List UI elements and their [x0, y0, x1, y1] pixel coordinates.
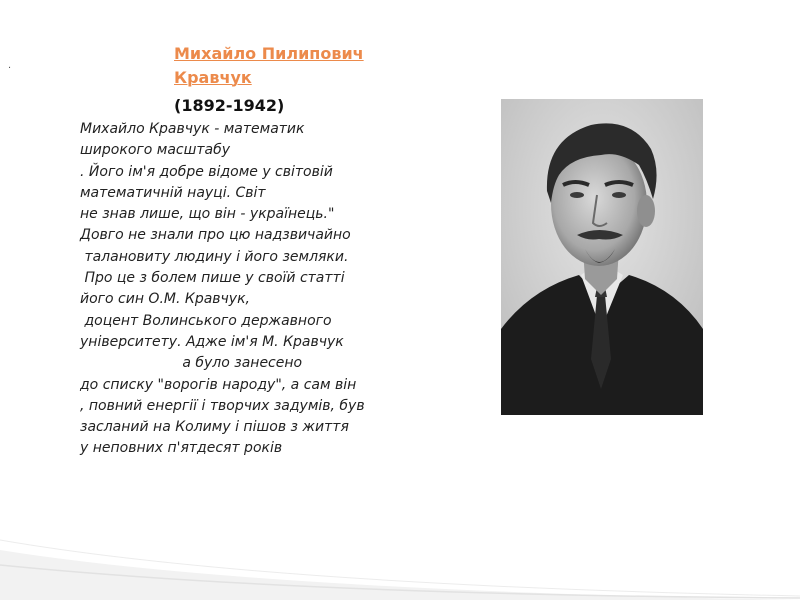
biography-line: не знав лише, що він - українець." — [80, 206, 335, 223]
biography-line: Довго не знали про цю надзвичайно — [80, 227, 351, 244]
biography-line: широкого масштабу — [80, 142, 231, 159]
biography-line: засланий на Колиму і пішов з життя — [80, 419, 349, 436]
biography-line: університету. Адже ім'я М. Кравчук — [80, 333, 344, 350]
biography-text — [80, 119, 410, 460]
title-years: (1892-1942) — [174, 96, 285, 115]
biography-line: , повний енергії і творчих задумів, був — [80, 397, 365, 414]
biography-line: математичній науці. Світ — [80, 184, 266, 201]
title-name-line2[interactable]: Кравчук — [174, 68, 252, 87]
decorative-swoosh — [0, 510, 800, 600]
biography-line: Михайло Кравчук - математик — [80, 121, 305, 137]
biography-line: Про це з болем пише у своїй статті — [80, 270, 345, 287]
biography-line: а було занесено — [80, 355, 303, 372]
portrait-image — [501, 99, 703, 415]
biography-line: талановиту людину і його земляки. — [80, 248, 349, 265]
biography-line: до списку "ворогів народу", а сам він — [80, 376, 357, 393]
biography-line: його син О.М. Кравчук, — [80, 291, 251, 308]
portrait-photo — [501, 99, 703, 415]
biography-line: у неповних п'ятдесят років — [80, 440, 283, 457]
title-block — [174, 42, 364, 118]
stray-dot: . — [8, 59, 12, 71]
biography-line: . Його ім'я добре відоме у світовій — [80, 163, 333, 180]
biography-line: доцент Волинського державного — [80, 312, 332, 329]
title-name-line1[interactable]: Михайло Пилипович — [174, 44, 364, 63]
